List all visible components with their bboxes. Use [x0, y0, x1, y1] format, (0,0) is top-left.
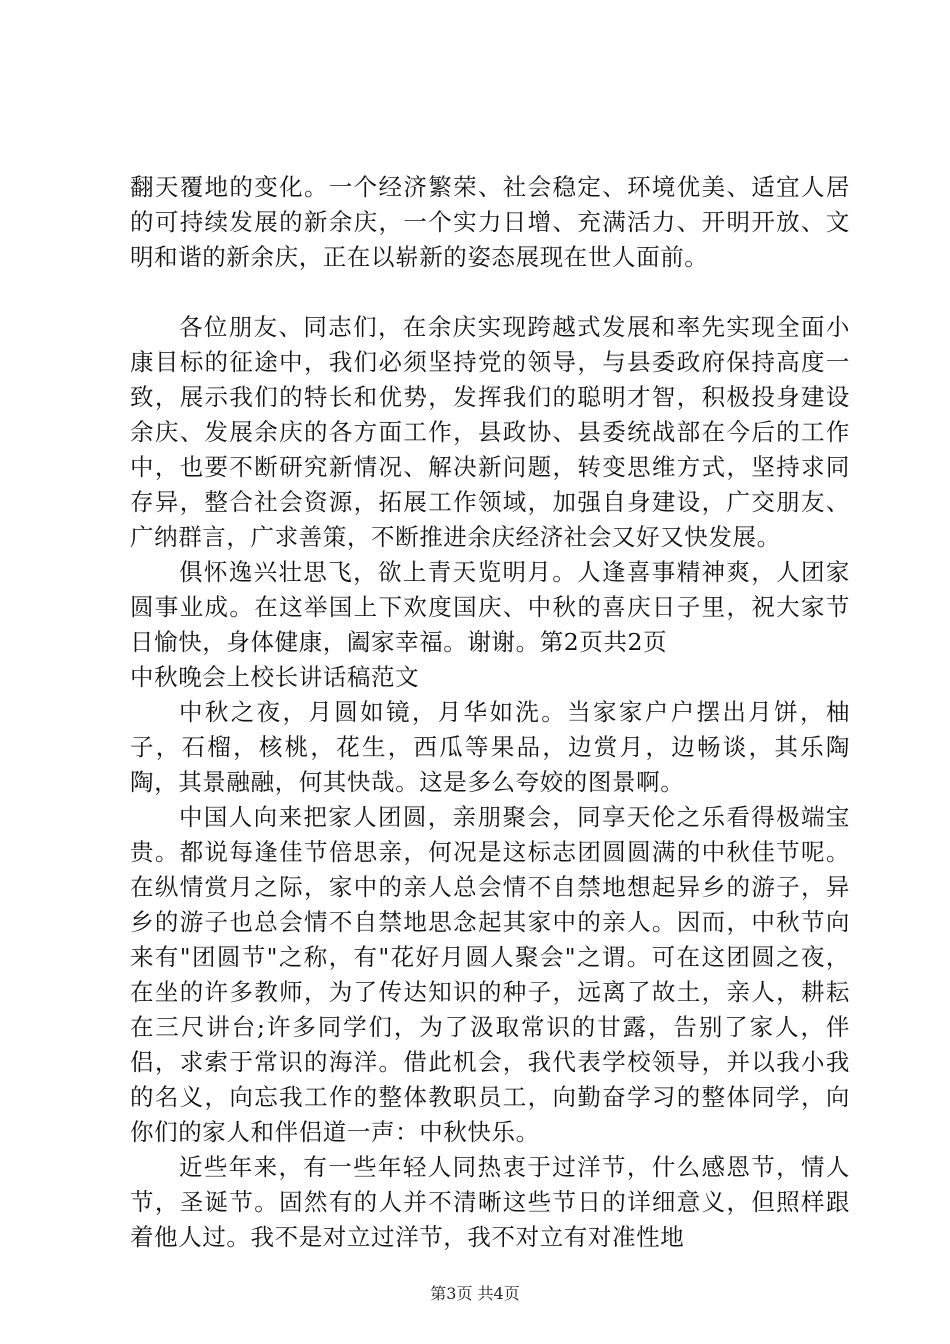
page-footer: 第3页 共4页 [430, 1284, 520, 1303]
document-body [130, 170, 850, 1255]
paragraph-continuation: 翻天覆地的变化。一个经济繁荣、社会稳定、环境优美、适宜人居的可持续发展的新余庆，一个实力日增、充满活力、开明开放、文明和谐的新余庆，正在以崭新的姿态展现在世人面前。 [130, 173, 850, 271]
paragraph-closing-wishes: 俱怀逸兴壮思飞，欲上青天览明月。人逢喜事精神爽，人团家圆事业成。在这举国上下欢度国庆、中秋的喜庆日子里，祝大家节日愉快，身体健康，阖家幸福。谢谢。第2页共2页 [130, 558, 850, 656]
section-title: 中秋晚会上校长讲话稿范文 [130, 663, 420, 691]
paragraph-mid-autumn-night: 中秋之夜，月圆如镜，月华如洗。当家家户户摆出月饼，柚子，石榴，核桃，花生，西瓜等果品，边赏月，边畅谈，其乐陶陶，其景融融，何其快哉。这是多么夸姣的图景啊。 [130, 698, 850, 796]
paragraph-family-reunion: 中国人向来把家人团圆，亲朋聚会，同享天伦之乐看得极端宝贵。都说每逢佳节倍思亲，何况是这标志团圆圆满的中秋佳节呢。在纵情赏月之际，家中的亲人总会情不自禁地想起异乡的游子，异乡的游子也总会情不自禁地思念起其家中的亲人。因而，中秋节向来有"团圆节"之称，有"花好月圆人聚会"之谓。可在这团圆之夜，在坐的许多教师，为了传达知识的种子，远离了故土，亲人，耕耘在三尺讲台;许多同学们，为了汲取常识的甘露，告别了家人，伴侣，求索于常识的海洋。借此机会，我代表学校领导，并以我小我的名义，向忘我工作的整体教职员工，向勤奋学习的整体同学，向你们的家人和伴侣道一声：中秋快乐。 [130, 803, 850, 1146]
paragraph-foreign-festivals: 近些年来，有一些年轻人同热衷于过洋节，什么感恩节，情人节，圣诞节。固然有的人并不清晰这些节日的详细意义，但照样跟着他人过。我不是对立过洋节，我不对立有对准性地 [130, 1153, 850, 1251]
paragraph-friends-comrades: 各位朋友、同志们，在余庆实现跨越式发展和率先实现全面小康目标的征途中，我们必须坚持党的领导，与县委政府保持高度一致，展示我们的特长和优势，发挥我们的聪明才智，积极投身建设余庆、发展余庆的各方面工作，县政协、县委统战部在今后的工作中，也要不断研究新情况、解决新问题，转变思维方式，坚持求同存异，整合社会资源，拓展工作领域，加强自身建设，广交朋友、广纳群言，广求善策，不断推进余庆经济社会又好又快发展。 [130, 313, 850, 551]
